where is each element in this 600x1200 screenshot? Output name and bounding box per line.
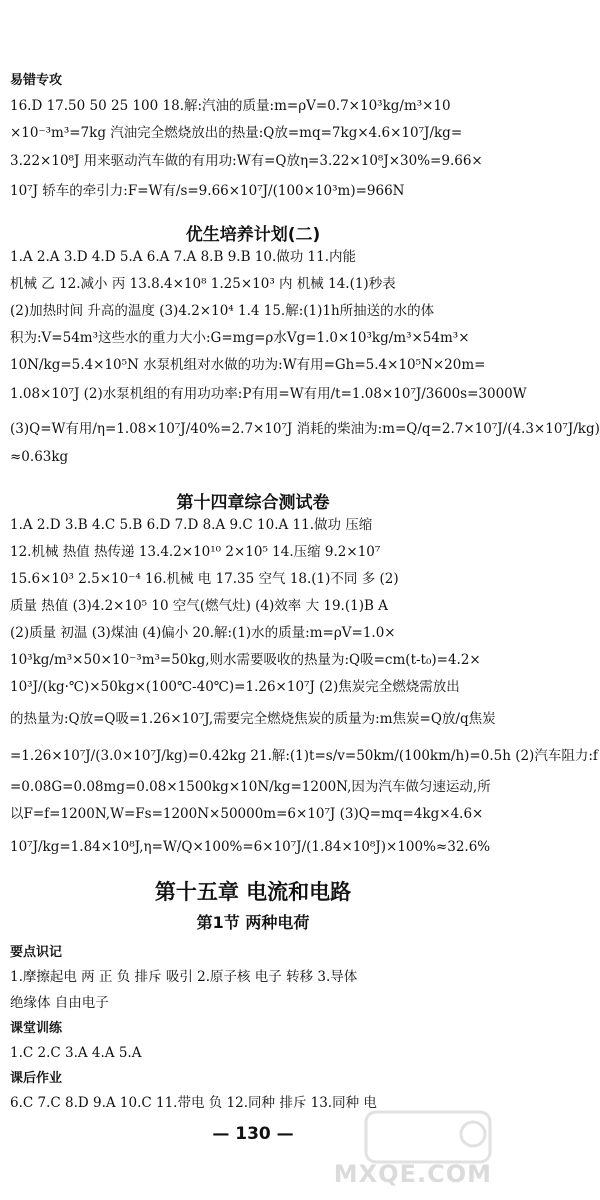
answer-line: 1.A 2.A 3.D 4.D 5.A 6.A 7.A 8.B 9.B 10.做功 11.内能 <box>10 249 357 265</box>
answer-line: 6.C 7.C 8.D 9.A 10.C 11.带电 负 12.同种 排斥 13.同种 电 <box>10 1095 377 1111</box>
answer-line: 10N/kg=5.4×10⁵N 水泵机组对水做的功为:W有用=Gh=5.4×10⁵N×20m= <box>10 357 486 373</box>
answer-line: 15.6×10³ 2.5×10⁻⁴ 16.机械 电 17.35 空气 18.(1)不同 多 (2) <box>10 571 399 587</box>
section-title-chapter14-test: 第十四章综合测试卷 <box>176 493 330 513</box>
lesson-title: 第1节 两种电荷 <box>196 913 310 932</box>
answer-line: (2)加热时间 升高的温度 (3)4.2×10⁴ 1.4 15.解:(1)1h所抽送的水的体 <box>10 303 435 319</box>
answer-line: ≈0.63kg <box>10 449 69 465</box>
answer-line: 质量 热值 (3)4.2×10⁵ 10 空气(燃气灶) (4)效率 大 19.(1)B A <box>10 598 388 614</box>
watermark-logo <box>333 1104 498 1194</box>
answer-line: =1.26×10⁷J/(3.0×10⁷J/kg)=0.42kg 21.解:(1)t=s/v=50km/(100km/h)=0.5h (2)汽车阻力:f <box>10 748 598 764</box>
answer-line: 1.C 2.C 3.A 4.A 5.A <box>10 1045 142 1061</box>
answer-line: 以F=f=1200N,W=Fs=1200N×50000m=6×10⁷J (3)Q=mq=4kg×4.6× <box>10 806 484 822</box>
answer-line: ×10⁻³m³=7kg 汽油完全燃烧放出的热量:Q放=mq=7kg×4.6×10⁷J/kg= <box>10 125 463 141</box>
page-number: — 130 — <box>212 1124 294 1144</box>
answer-line: 1.08×10⁷J (2)水泵机组的有用功功率:P有用=W有用/t=1.08×10⁷J/3600s=3000W <box>10 386 527 402</box>
answer-line: (2)质量 初温 (3)煤油 (4)偏小 20.解:(1)水的质量:m=ρV=1.0× <box>10 625 396 641</box>
section-title-excellence-plan: 优生培养计划(二) <box>185 225 321 245</box>
answer-line: 12.机械 热值 热传递 13.4.2×10¹⁰ 2×10⁵ 14.压缩 9.2×10⁷ <box>10 544 381 560</box>
answer-line: 绝缘体 自由电子 <box>10 995 109 1011</box>
answer-line: 16.D 17.50 50 25 100 18.解:汽油的质量:m=ρV=0.7×10³kg/m³×10 <box>10 98 451 114</box>
answer-line: 的热量为:Q放=Q吸=1.26×10⁷J,需要完全燃烧焦炭的质量为:m焦炭=Q放/q焦炭 <box>10 711 496 727</box>
section-title-error-prone: 易错专攻 <box>10 73 63 88</box>
answer-line: 1.摩擦起电 两 正 负 排斥 吸引 2.原子核 电子 转移 3.导体 <box>10 969 358 985</box>
section-title-homework: 课后作业 <box>10 1071 63 1086</box>
answer-line: 10³kg/m³×50×10⁻³m³=50kg,则水需要吸收的热量为:Q吸=cm(t-t₀)=4.2× <box>10 652 481 668</box>
answer-line: 10⁷J/kg=1.84×10⁸J,η=W/Q×100%=6×10⁷J/(1.84×10⁸J)×100%≈32.6% <box>10 839 491 855</box>
answer-line: 1.A 2.D 3.B 4.C 5.B 6.D 7.D 8.A 9.C 10.A 11.做功 压缩 <box>10 517 373 533</box>
answer-line: =0.08G=0.08mg=0.08×1500kg×10N/kg=1200N,因为汽车做匀速运动,所 <box>10 779 491 795</box>
section-title-classroom: 课堂训练 <box>10 1021 63 1036</box>
answer-line: 积为:V=54m³这些水的重力大小:G=mg=ρ水Vg=1.0×10³kg/m³×54m³× <box>10 330 470 346</box>
watermark-text: MXQE.COM <box>333 1160 492 1188</box>
answer-line: 10³J/(kg·℃)×50kg×(100℃-40℃)=1.26×10⁷J (2)焦炭完全燃烧需放出 <box>10 679 460 695</box>
answer-line: 3.22×10⁸J 用来驱动汽车做的有用功:W有=Q放η=3.22×10⁸J×30%=9.66× <box>10 153 483 169</box>
answer-line: 10⁷J 轿车的牵引力:F=W有/s=9.66×10⁷J/(100×10³m)=966N <box>10 183 405 199</box>
answer-line: 机械 乙 12.减小 丙 13.8.4×10⁸ 1.25×10³ 内 机械 14.(1)秒表 <box>10 276 396 292</box>
chapter-title: 第十五章 电流和电路 <box>154 880 352 904</box>
answer-line: (3)Q=W有用/η=1.08×10⁷J/40%=2.7×10⁷J 消耗的柴油为:m=Q/q=2.7×10⁷J/(4.3×10⁷J/kg) <box>10 421 600 437</box>
section-title-key-points: 要点识记 <box>10 945 63 960</box>
